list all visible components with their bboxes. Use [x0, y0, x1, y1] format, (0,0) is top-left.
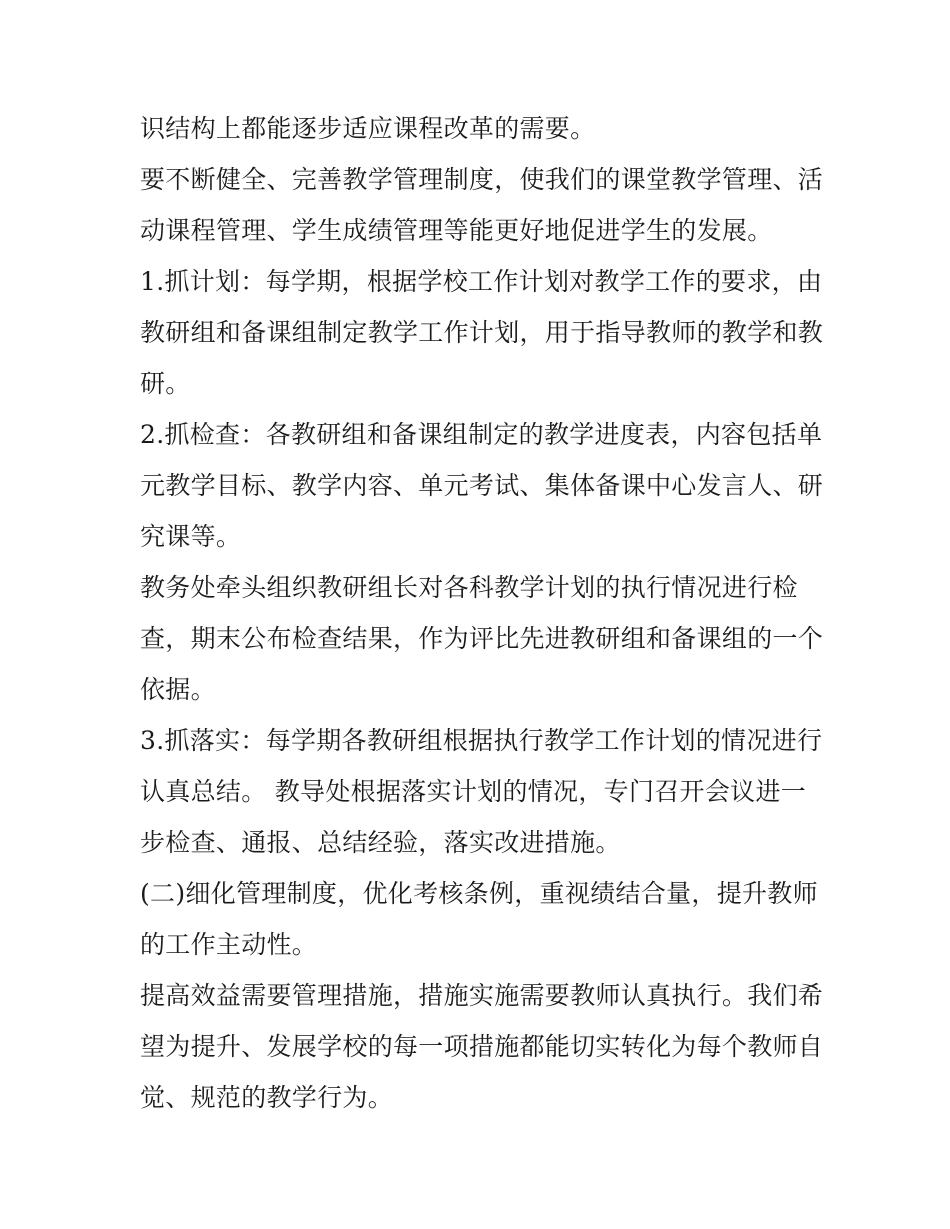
text-line: 觉、规范的教学行为。 — [140, 1083, 394, 1112]
text-line: 3.抓落实：每学期各教研组根据执行教学工作计划的情况进行 — [140, 726, 823, 755]
text-line: 研。 — [140, 369, 191, 398]
text-line: 的工作主动性。 — [140, 930, 318, 959]
text-line: 教务处牵头组织教研组长对各科教学计划的执行情况进行检 — [140, 573, 798, 602]
text-line: 要不断健全、完善教学管理制度，使我们的课堂教学管理、活 — [140, 165, 824, 194]
text-line: 依据。 — [140, 675, 216, 704]
text-line: 查，期末公布检查结果，作为评比先进教研组和备课组的一个 — [140, 624, 824, 653]
text-line: (二)细化管理制度，优化考核条例，重视绩结合量，提升教师 — [140, 879, 818, 908]
text-line: 动课程管理、学生成绩管理等能更好地促进学生的发展。 — [140, 216, 773, 245]
text-line: 2.抓检查：各教研组和备课组制定的教学进度表，内容包括单 — [140, 420, 823, 449]
text-line: 究课等。 — [140, 522, 242, 551]
text-line: 元教学目标、教学内容、单元考试、集体备课中心发言人、研 — [140, 471, 824, 500]
text-line: 提高效益需要管理措施，措施实施需要教师认真执行。我们希 — [140, 981, 824, 1010]
text-line: 1.抓计划：每学期，根据学校工作计划对教学工作的要求，由 — [140, 267, 823, 296]
text-line: 步检查、通报、总结经验，落实改进措施。 — [140, 828, 621, 857]
text-line: 识结构上都能逐步适应课程改革的需要。 — [140, 114, 596, 143]
document-body — [140, 103, 824, 1123]
text-line: 望为提升、发展学校的每一项措施都能切实转化为每个教师自 — [140, 1032, 824, 1061]
text-line: 教研组和备课组制定教学工作计划，用于指导教师的教学和教 — [140, 318, 824, 347]
text-line: 认真总结。 教导处根据落实计划的情况，专门召开会议进一 — [140, 777, 807, 806]
